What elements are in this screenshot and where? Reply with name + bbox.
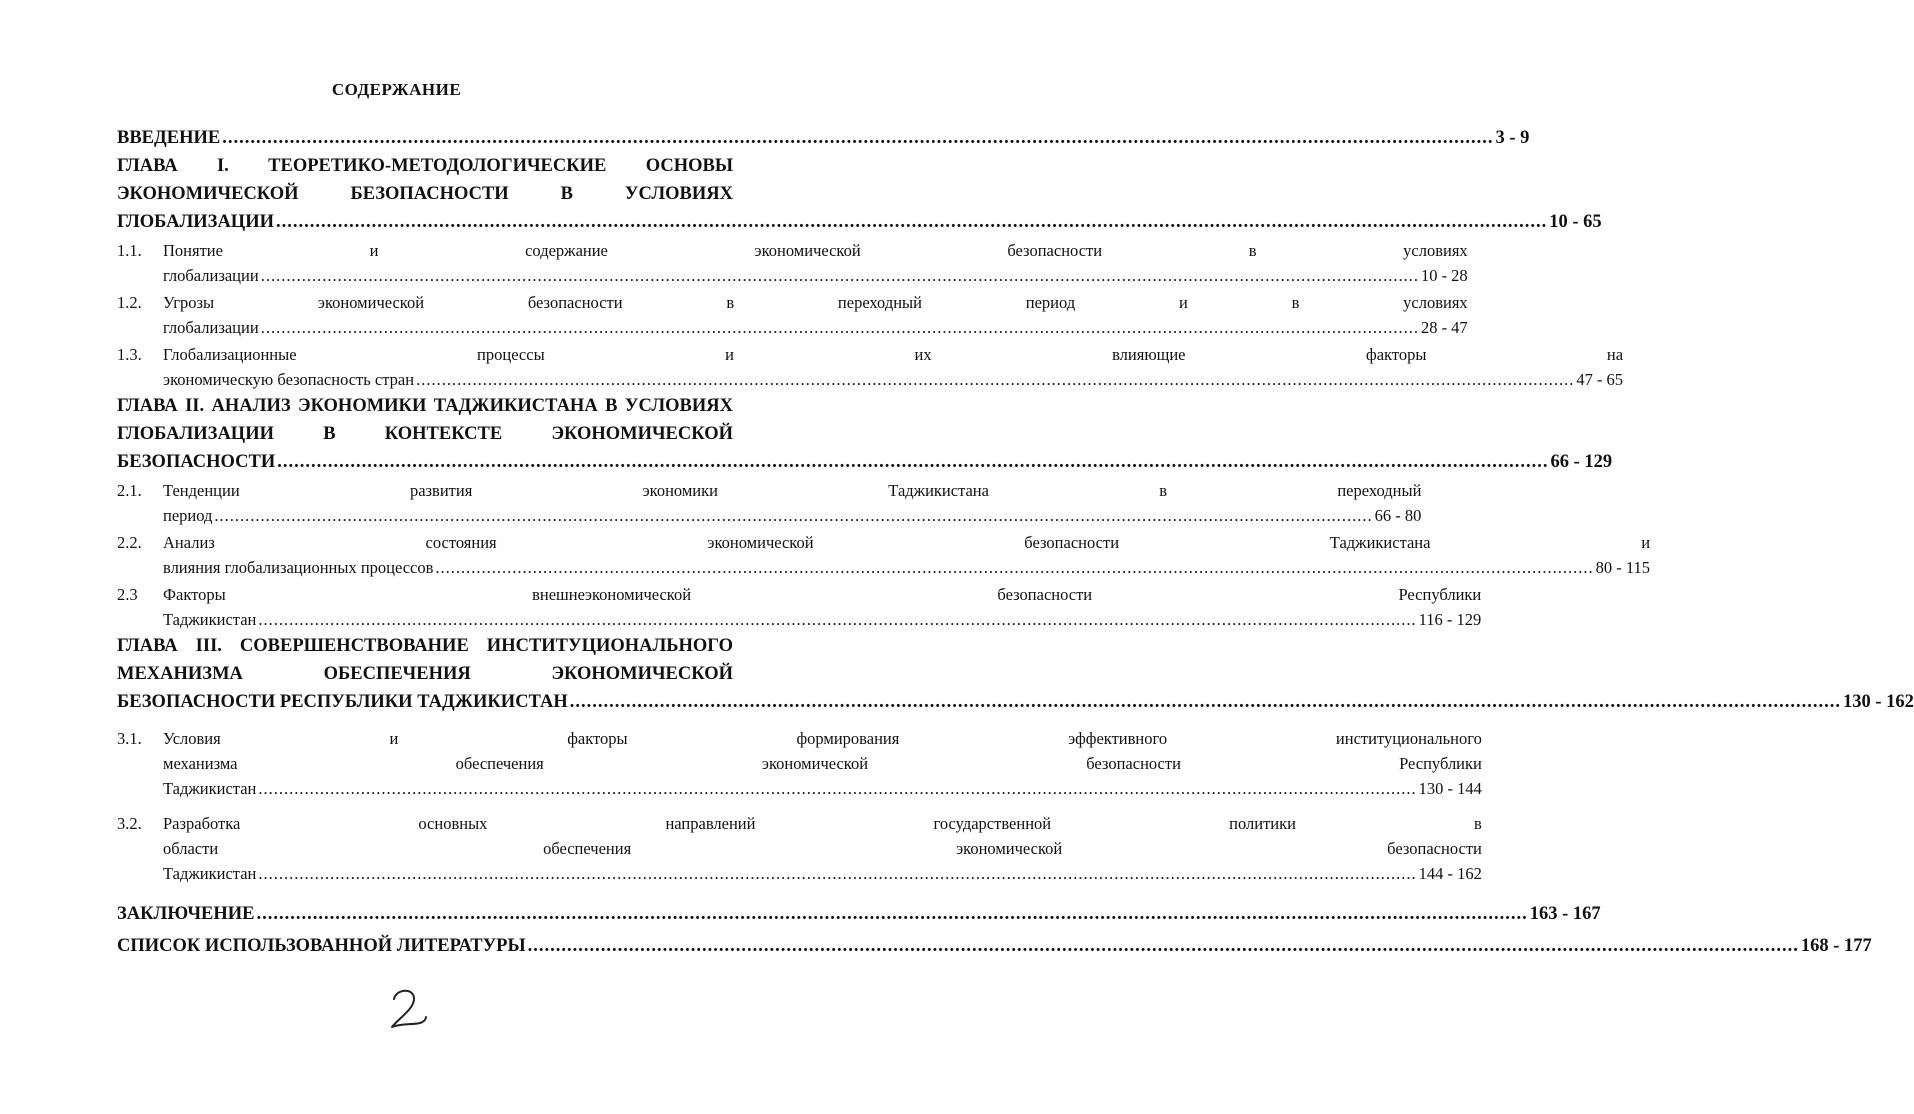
page-title: СОДЕРЖАНИЕ bbox=[331, 80, 462, 99]
section-title-line: Разработка основных направлений государственной политики в bbox=[163, 814, 1482, 833]
toc-entry-intro bbox=[117, 124, 1530, 152]
chapter-pages: 66 - 129 bbox=[1550, 452, 1613, 472]
section-last-line bbox=[163, 776, 1482, 801]
chapter-heading-last-line bbox=[117, 688, 1914, 716]
toc-chapter-1 bbox=[117, 152, 1624, 392]
section-last-line bbox=[163, 861, 1482, 886]
section-title-line: Угрозы экономической безопасности в переходный период и в условиях bbox=[163, 293, 1468, 312]
section-last-line bbox=[163, 555, 1650, 580]
chapter-heading-last-line bbox=[117, 448, 1613, 476]
section-title-line: области обеспечения экономической безопасности bbox=[163, 839, 1482, 858]
dot-leader bbox=[214, 503, 1372, 528]
dot-leader bbox=[277, 448, 1548, 476]
section-last-line bbox=[163, 607, 1481, 632]
toc-section-2-3 bbox=[117, 582, 1482, 632]
toc-section-1-2 bbox=[117, 290, 1468, 340]
section-pages: 47 - 65 bbox=[1576, 370, 1624, 389]
chapter-pages: 10 - 65 bbox=[1549, 212, 1602, 232]
section-title-line: Тенденции развития экономики Таджикистана в переходный bbox=[163, 481, 1422, 500]
section-pages: 10 - 28 bbox=[1420, 266, 1468, 285]
section-number: 1.3. bbox=[117, 345, 142, 364]
section-pages: 80 - 115 bbox=[1595, 558, 1651, 577]
section-number: 2.1. bbox=[117, 481, 142, 500]
toc-section-1-1 bbox=[117, 238, 1468, 288]
chapter-heading-line: ГЛОБАЛИЗАЦИИ В КОНТЕКСТЕ ЭКОНОМИЧЕСКОЙ bbox=[117, 424, 733, 444]
section-number: 3.2. bbox=[117, 814, 142, 833]
section-title-text: Таджикистан bbox=[163, 779, 257, 798]
section-pages: 130 - 144 bbox=[1418, 779, 1482, 798]
toc-bibliography-label: СПИСОК ИСПОЛЬЗОВАННОЙ ЛИТЕРАТУРЫ bbox=[117, 936, 526, 956]
section-title-text: Таджикистан bbox=[163, 864, 257, 883]
dot-leader bbox=[258, 861, 1416, 886]
toc-intro-pages: 3 - 9 bbox=[1495, 128, 1530, 148]
toc-chapter-2 bbox=[117, 392, 1651, 632]
section-number: 2.3 bbox=[117, 585, 138, 604]
dot-leader bbox=[257, 900, 1528, 928]
toc-conclusion-pages: 163 - 167 bbox=[1529, 904, 1601, 924]
dot-leader bbox=[261, 315, 1419, 340]
handwritten-page-number bbox=[384, 985, 434, 1035]
chapter-heading-line: ГЛАВА I. ТЕОРЕТИКО-МЕТОДОЛОГИЧЕСКИЕ ОСНОВЫ bbox=[117, 156, 733, 176]
section-last-line bbox=[163, 315, 1468, 340]
section-number: 2.2. bbox=[117, 533, 142, 552]
table-of-contents bbox=[117, 124, 1914, 960]
section-title-text: глобализации bbox=[163, 266, 259, 285]
toc-chapter-3 bbox=[117, 632, 1914, 886]
section-title-text: Таджикистан bbox=[163, 610, 257, 629]
section-title-line: Условия и факторы формирования эффективного институционального bbox=[163, 729, 1482, 748]
section-pages: 28 - 47 bbox=[1420, 318, 1468, 337]
section-title-text: период bbox=[163, 506, 213, 525]
section-pages: 116 - 129 bbox=[1418, 610, 1482, 629]
section-pages: 66 - 80 bbox=[1374, 506, 1422, 525]
toc-entry-conclusion bbox=[117, 900, 1601, 928]
dot-leader bbox=[258, 607, 1416, 632]
chapter-heading-line: МЕХАНИЗМА ОБЕСПЕЧЕНИЯ ЭКОНОМИЧЕСКОЙ bbox=[117, 664, 733, 684]
chapter-heading-line: ГЛАВА III. СОВЕРШЕНСТВОВАНИЕ ИНСТИТУЦИОНАЛЬНОГО bbox=[117, 636, 733, 656]
handwritten-digit-stroke bbox=[392, 991, 426, 1027]
dot-leader bbox=[258, 776, 1416, 801]
chapter-pages: 130 - 162 bbox=[1842, 692, 1914, 712]
toc-entry-bibliography bbox=[117, 932, 1872, 960]
chapter-heading-last-line bbox=[117, 208, 1602, 236]
section-title-line: Факторы внешнеэкономической безопасности Республики bbox=[163, 585, 1482, 604]
dot-leader bbox=[222, 124, 1493, 152]
dot-leader bbox=[416, 367, 1574, 392]
chapter-heading-text: ГЛОБАЛИЗАЦИИ bbox=[117, 212, 274, 232]
section-number: 1.2. bbox=[117, 293, 142, 312]
dot-leader bbox=[435, 555, 1593, 580]
dot-leader bbox=[570, 688, 1841, 716]
toc-section-2-1 bbox=[117, 478, 1422, 528]
dot-leader bbox=[261, 263, 1419, 288]
section-title-text: влияния глобализационных процессов bbox=[163, 558, 434, 577]
toc-section-2-2 bbox=[117, 530, 1651, 580]
section-title-line: механизма обеспечения экономической безопасности Республики bbox=[163, 754, 1482, 773]
section-last-line bbox=[163, 263, 1468, 288]
section-title-text: глобализации bbox=[163, 318, 259, 337]
section-pages: 144 - 162 bbox=[1418, 864, 1482, 883]
toc-section-1-3 bbox=[117, 342, 1624, 392]
toc-section-3-2 bbox=[117, 811, 1482, 886]
section-title-line: Глобализационные процессы и их влияющие факторы на bbox=[163, 345, 1624, 364]
section-title-text: экономическую безопасность стран bbox=[163, 370, 415, 389]
section-last-line bbox=[163, 503, 1421, 528]
section-number: 3.1. bbox=[117, 729, 142, 748]
dot-leader bbox=[276, 208, 1547, 236]
toc-conclusion-label: ЗАКЛЮЧЕНИЕ bbox=[117, 904, 255, 924]
section-number: 1.1. bbox=[117, 241, 142, 260]
section-last-line bbox=[163, 367, 1623, 392]
toc-section-3-1 bbox=[117, 726, 1482, 801]
chapter-heading-line: ГЛАВА II. АНАЛИЗ ЭКОНОМИКИ ТАДЖИКИСТАНА В УСЛОВИЯХ bbox=[117, 396, 733, 416]
section-title-line: Анализ состояния экономической безопасности Таджикистана и bbox=[163, 533, 1651, 552]
toc-bibliography-pages: 168 - 177 bbox=[1800, 936, 1872, 956]
toc-intro-label: ВВЕДЕНИЕ bbox=[117, 128, 221, 148]
dot-leader bbox=[528, 932, 1799, 960]
section-title-line: Понятие и содержание экономической безопасности в условиях bbox=[163, 241, 1468, 260]
chapter-heading-text: БЕЗОПАСНОСТИ bbox=[117, 452, 276, 472]
chapter-heading-text: БЕЗОПАСНОСТИ РЕСПУБЛИКИ ТАДЖИКИСТАН bbox=[117, 692, 568, 712]
chapter-heading-line: ЭКОНОМИЧЕСКОЙ БЕЗОПАСНОСТИ В УСЛОВИЯХ bbox=[117, 184, 733, 204]
